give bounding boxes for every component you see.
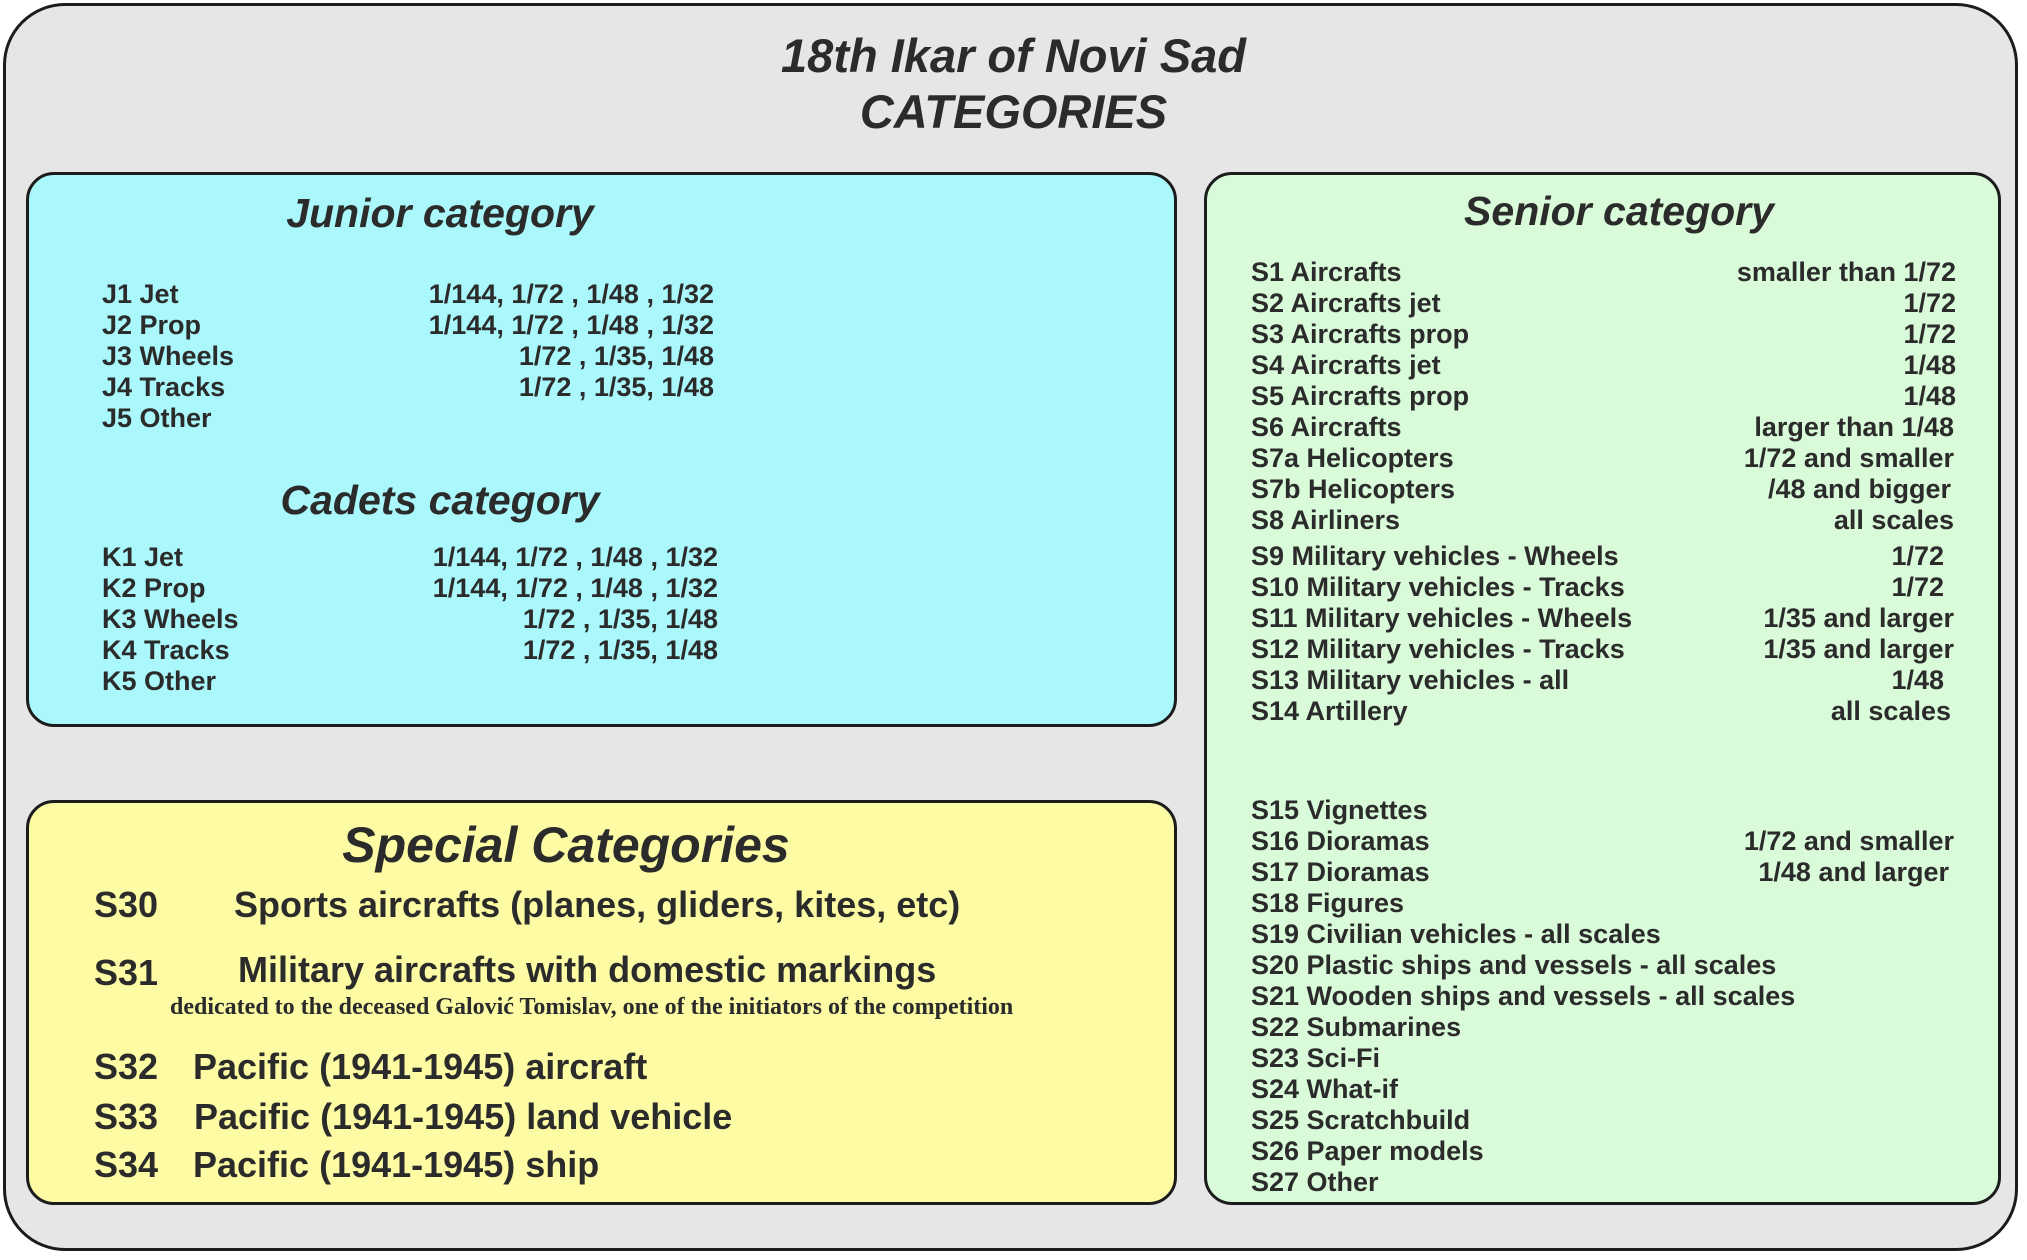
senior-item-scales: 1/48 and larger: [1758, 857, 1949, 887]
junior-heading: Junior category: [286, 190, 594, 236]
senior-item-name: S9 Military vehicles - Wheels: [1251, 541, 1619, 571]
junior-item-name: J2 Prop: [102, 310, 202, 340]
junior-item-scales: 1/144, 1/72 , 1/48 , 1/32: [428, 310, 714, 340]
senior-item-scales: 1/35 and larger: [1763, 603, 1954, 633]
special-label-s34: Pacific (1941-1945) ship: [193, 1144, 600, 1185]
senior-item-name: S13 Military vehicles - all: [1251, 665, 1570, 695]
senior-item-name: S11 Military vehicles - Wheels: [1251, 603, 1633, 633]
senior-item-scales: 1/35 and larger: [1763, 634, 1954, 664]
senior-item-scales: all scales: [1830, 696, 1951, 726]
junior-item-name: J4 Tracks: [102, 372, 226, 402]
junior-item-scales: 1/144, 1/72 , 1/48 , 1/32: [428, 279, 714, 309]
senior-item-name: S21 Wooden ships and vessels - all scales: [1251, 981, 1796, 1011]
special-code-s34: S34: [94, 1144, 159, 1185]
special-note-s31: dedicated to the deceased Galović Tomislav, one of the initiators of the competition: [170, 994, 1014, 1020]
cadet-item-name: K3 Wheels: [102, 604, 239, 634]
cadet-item-name: K1 Jet: [102, 542, 184, 572]
senior-item-scales: /48 and bigger: [1767, 474, 1951, 504]
cadet-item-scales: 1/72 , 1/35, 1/48: [522, 635, 718, 665]
special-code-s30: S30: [94, 884, 159, 925]
cadet-item-name: K4 Tracks: [102, 635, 230, 665]
senior-item-scales: 1/72: [1891, 572, 1944, 602]
senior-item-scales: smaller than 1/72: [1736, 257, 1956, 287]
senior-item-scales: all scales: [1833, 505, 1954, 535]
senior-item-name: S15 Vignettes: [1251, 795, 1428, 825]
senior-item-name: S3 Aircrafts prop: [1251, 319, 1470, 349]
senior-item-scales: 1/72: [1903, 288, 1956, 318]
senior-item-name: S10 Military vehicles - Tracks: [1251, 572, 1625, 602]
senior-item-scales: 1/48: [1903, 381, 1956, 411]
cadet-item-name: K2 Prop: [102, 573, 206, 603]
junior-item-name: J3 Wheels: [102, 341, 235, 371]
junior-item-name: J5 Other: [102, 403, 212, 433]
senior-item-name: S14 Artillery: [1251, 696, 1408, 726]
cadet-item-scales: 1/144, 1/72 , 1/48 , 1/32: [432, 542, 718, 572]
senior-item-scales: 1/48: [1903, 350, 1956, 380]
senior-item-scales: 1/72: [1903, 319, 1956, 349]
senior-item-name: S7a Helicopters: [1251, 443, 1454, 473]
senior-item-name: S16 Dioramas: [1251, 826, 1430, 856]
senior-item-name: S23 Sci-Fi: [1251, 1043, 1381, 1073]
senior-item-name: S26 Paper models: [1251, 1136, 1484, 1166]
special-label-s31: Military aircrafts with domestic markings: [238, 949, 937, 990]
senior-item-name: S25 Scratchbuild: [1251, 1105, 1471, 1135]
senior-item-name: S19 Civilian vehicles - all scales: [1251, 919, 1661, 949]
cadets-heading: Cadets category: [280, 477, 600, 523]
senior-item-scales: larger than 1/48: [1754, 412, 1954, 442]
senior-item-name: S5 Aircrafts prop: [1251, 381, 1470, 411]
senior-item-name: S7b Helicopters: [1251, 474, 1456, 504]
senior-item-scales: 1/72: [1891, 541, 1944, 571]
cadet-item-name: K5 Other: [102, 666, 217, 696]
senior-item-scales: 1/48: [1891, 665, 1944, 695]
senior-item-name: S12 Military vehicles - Tracks: [1251, 634, 1625, 664]
senior-item-name: S8 Airliners: [1251, 505, 1401, 535]
senior-item-scales: 1/72 and smaller: [1743, 826, 1954, 856]
senior-item-name: S22 Submarines: [1251, 1012, 1462, 1042]
senior-item-name: S4 Aircrafts jet: [1251, 350, 1441, 380]
senior-item-name: S6 Aircrafts: [1251, 412, 1402, 442]
special-code-s33: S33: [94, 1096, 159, 1137]
senior-item-scales: 1/72 and smaller: [1743, 443, 1954, 473]
special-code-s31: S31: [94, 952, 159, 993]
special-label-s32: Pacific (1941-1945) aircraft: [193, 1046, 648, 1087]
senior-item-name: S2 Aircrafts jet: [1251, 288, 1441, 318]
cadet-item-scales: 1/72 , 1/35, 1/48: [522, 604, 718, 634]
junior-item-name: J1 Jet: [102, 279, 179, 309]
special-label-s33: Pacific (1941-1945) land vehicle: [194, 1096, 733, 1137]
special-label-s30: Sports aircrafts (planes, gliders, kites, etc): [234, 884, 961, 925]
senior-item-name: S1 Aircrafts: [1251, 257, 1402, 287]
senior-item-name: S18 Figures: [1251, 888, 1405, 918]
junior-item-scales: 1/72 , 1/35, 1/48: [518, 341, 714, 371]
senior-item-name: S24 What-if: [1251, 1074, 1399, 1104]
senior-heading: Senior category: [1464, 188, 1774, 234]
senior-item-name: S27 Other: [1251, 1167, 1379, 1197]
special-code-s32: S32: [94, 1046, 159, 1087]
junior-item-scales: 1/72 , 1/35, 1/48: [518, 372, 714, 402]
poster-title-line1: 18th Ikar of Novi Sad: [781, 29, 1246, 82]
poster-title-line2: CATEGORIES: [859, 85, 1168, 138]
senior-item-name: S20 Plastic ships and vessels - all scales: [1251, 950, 1777, 980]
senior-item-name: S17 Dioramas: [1251, 857, 1430, 887]
special-heading: Special Categories: [342, 817, 790, 873]
cadet-item-scales: 1/144, 1/72 , 1/48 , 1/32: [432, 573, 718, 603]
